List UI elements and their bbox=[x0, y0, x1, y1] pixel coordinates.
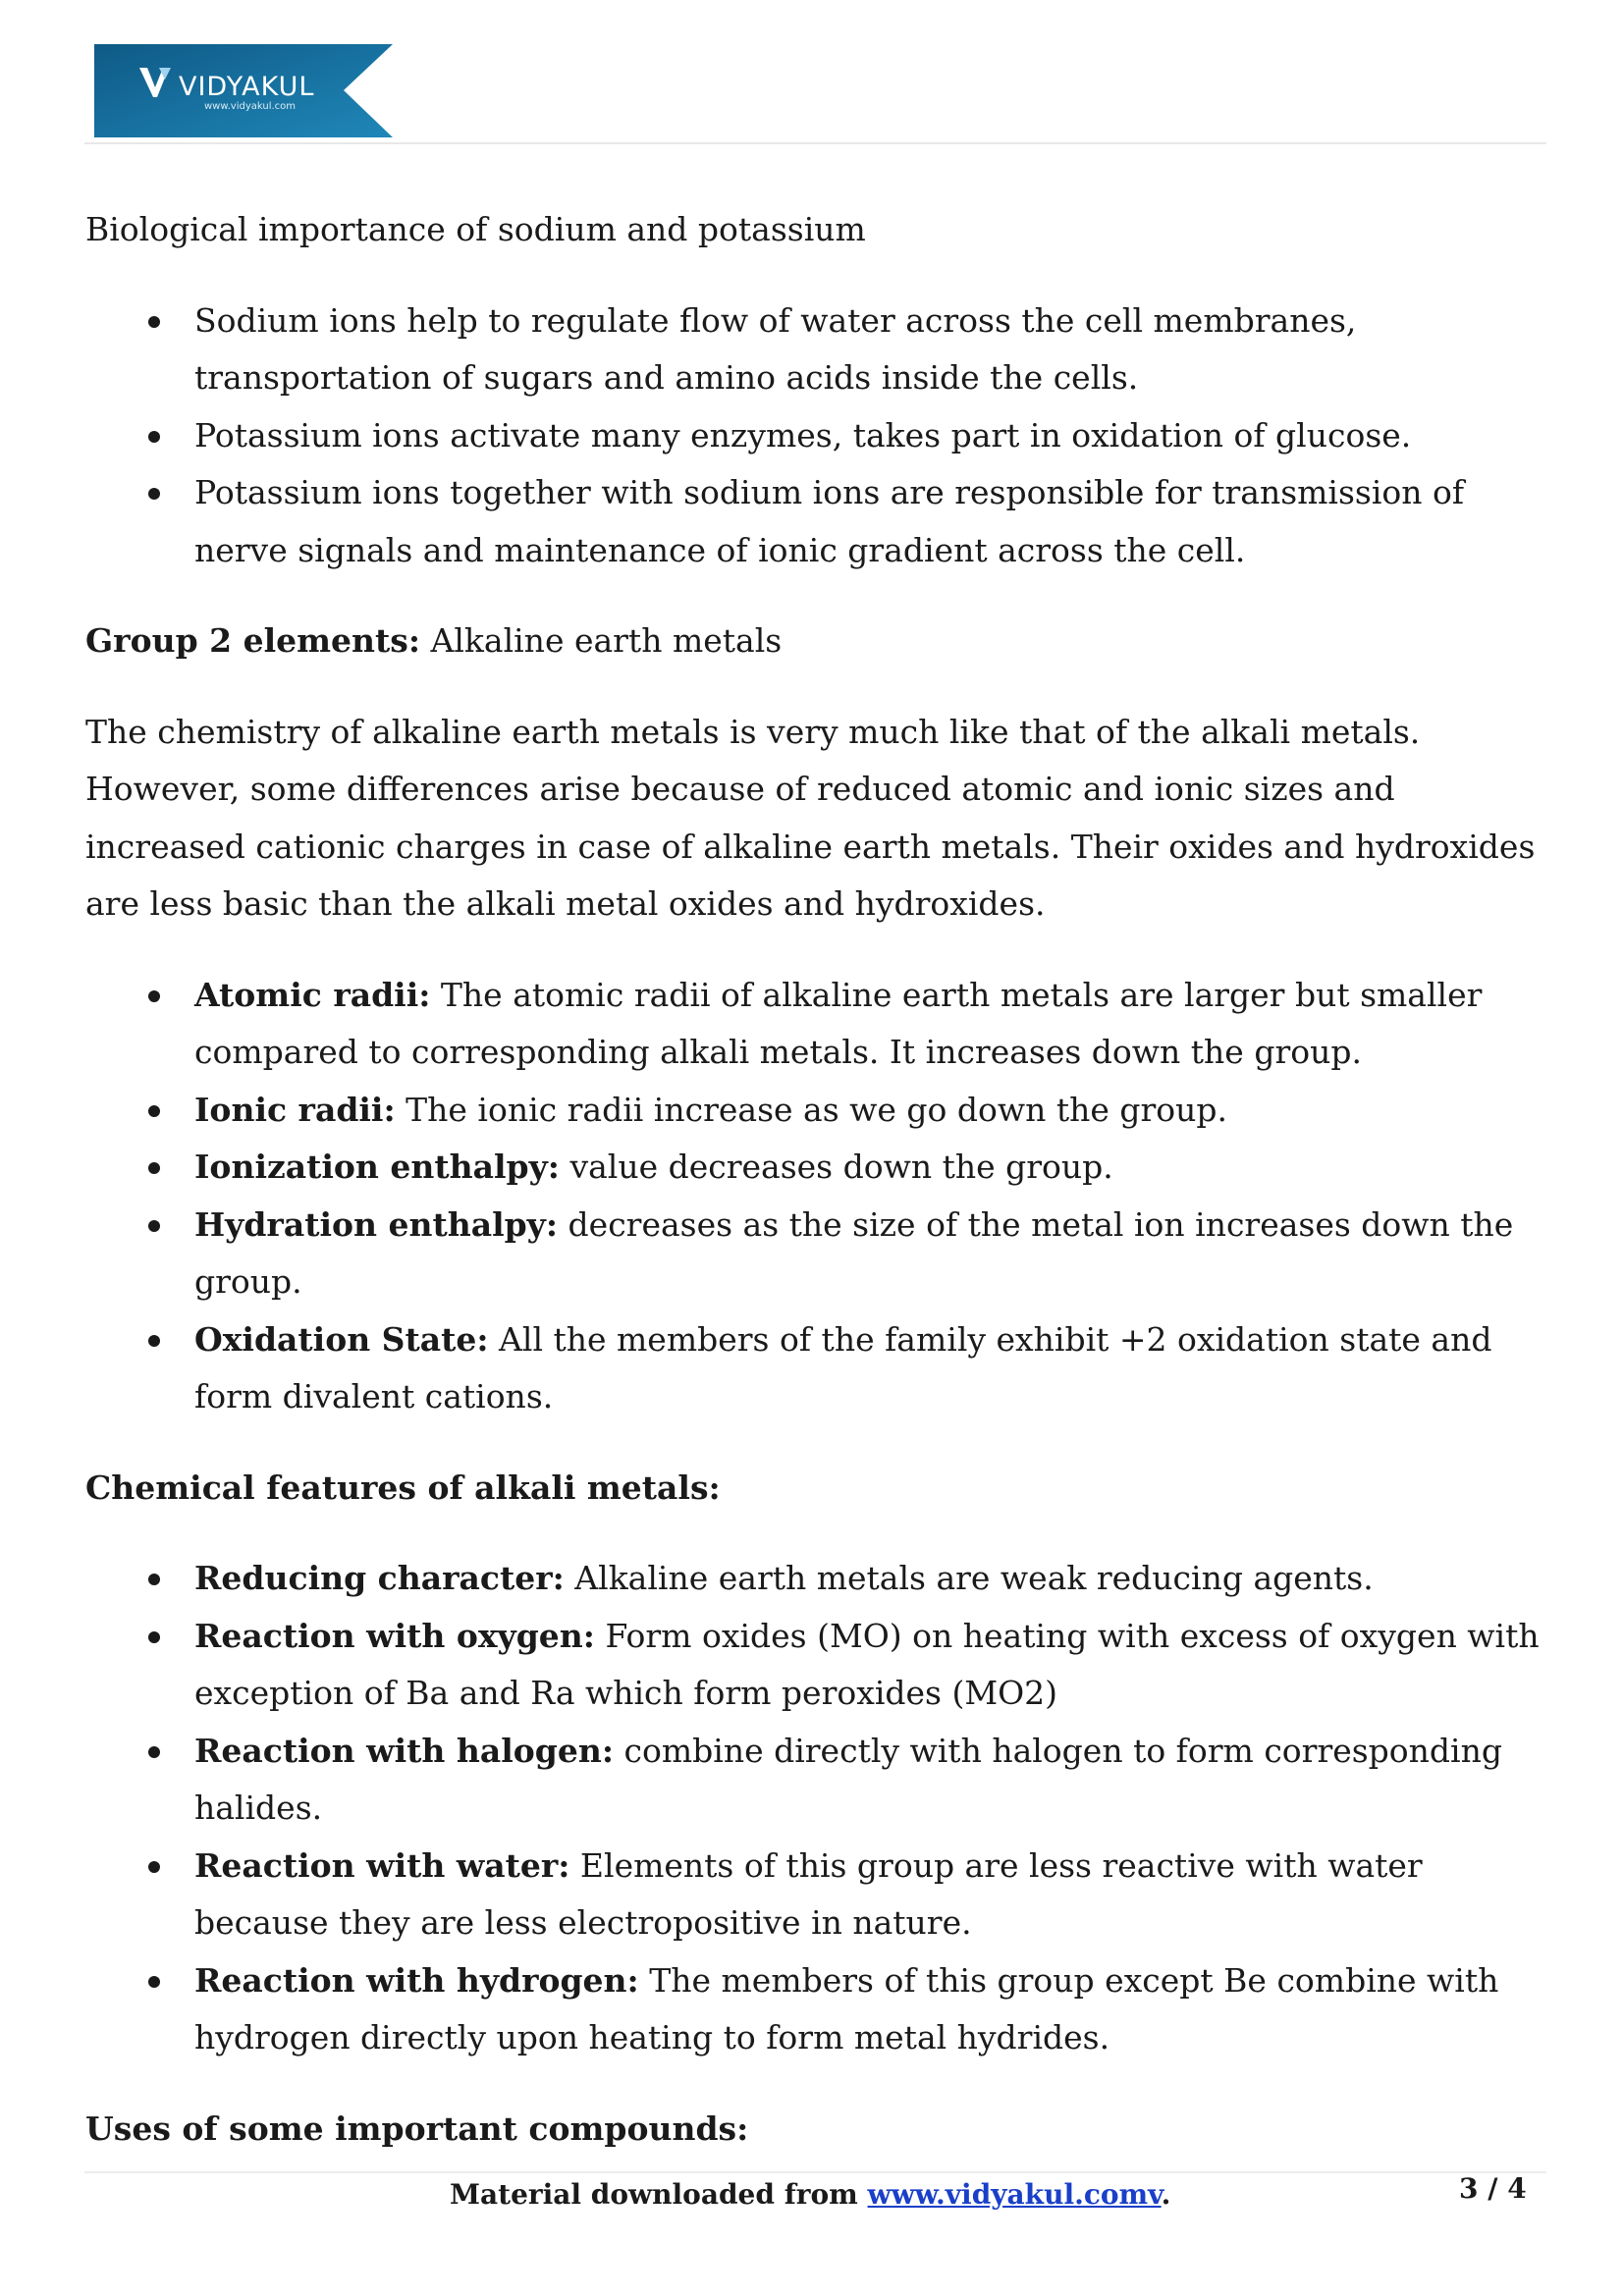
list-item-text: The atomic radii of alkaline earth metals are larger but smaller compared to corresponding alkali metals. It increases down the group. bbox=[194, 975, 1483, 1071]
section-heading-chemical bbox=[85, 1460, 1548, 1518]
section-heading-group2 bbox=[85, 613, 1548, 670]
list-item bbox=[85, 1838, 1548, 1952]
list-item-term: Ionization enthalpy: bbox=[194, 1148, 560, 1186]
list-item-term: Reaction with oxygen: bbox=[194, 1616, 595, 1655]
list-chemical-features bbox=[85, 1550, 1548, 2067]
list-item: Potassium ions activate many enzymes, takes part in oxidation of glucose. bbox=[85, 407, 1548, 465]
list-item-term: Reaction with water: bbox=[194, 1845, 570, 1885]
section-heading-biological: Biological importance of sodium and potassium bbox=[85, 210, 866, 248]
section-heading-uses bbox=[85, 2101, 1548, 2159]
list-item bbox=[85, 1197, 1548, 1311]
list-item bbox=[85, 1311, 1548, 1426]
list-item-term: Reaction with halogen: bbox=[194, 1731, 615, 1770]
footer bbox=[0, 2172, 1623, 2231]
list-item-text: The ionic radii increase as we go down the group. bbox=[395, 1090, 1228, 1129]
list-item-term: Reducing character: bbox=[194, 1559, 565, 1597]
list-item-text: All the members of the family exhibit +2 oxidation state and form divalent cations. bbox=[194, 1319, 1492, 1415]
list-item-term: Hydration enthalpy: bbox=[194, 1204, 559, 1244]
footer-prefix: Material downloaded from bbox=[450, 2178, 868, 2211]
list-item bbox=[85, 967, 1548, 1082]
list-item bbox=[85, 1082, 1548, 1140]
header-divider bbox=[84, 142, 1546, 144]
logo-text: VIDYAKUL bbox=[179, 72, 315, 102]
list-biological bbox=[85, 293, 1548, 580]
list-item-text: Elements of this group are less reactive with water because they are less electropositive in nature. bbox=[194, 1845, 1423, 1942]
list-item bbox=[85, 1608, 1548, 1723]
footer-suffix: . bbox=[1161, 2178, 1171, 2211]
logo-subtext: www.vidyakul.com bbox=[204, 101, 297, 112]
list-item-text: The members of this group except Be combine with hydrogen directly upon heating to form metal hydrides. bbox=[194, 1960, 1499, 2056]
heading-rest: Alkaline earth metals bbox=[420, 621, 783, 660]
page-content bbox=[85, 201, 1548, 2158]
paragraph-group2: The chemistry of alkaline earth metals is very much like that of the alkali metals. However, some differences arise because of reduced atomic and ionic sizes and increased cationic charges in case of alkaline earth metals. Their oxides and hydroxides are less basic than the alkali metal oxides and hydroxides. bbox=[85, 712, 1536, 923]
heading-bold: Chemical features of alkali metals: bbox=[85, 1468, 721, 1507]
header-logo bbox=[94, 44, 393, 137]
list-item bbox=[85, 1550, 1548, 1608]
list-item-text: decreases as the size of the metal ion increases down the group. bbox=[194, 1204, 1514, 1301]
list-item-text: Form oxides (MO) on heating with excess of oxygen with exception of Ba and Ra which form peroxides (MO2) bbox=[194, 1616, 1540, 1712]
list-item-text: Alkaline earth metals are weak reducing agents. bbox=[564, 1559, 1374, 1597]
heading-bold: Uses of some important compounds: bbox=[85, 2109, 749, 2148]
list-item bbox=[85, 1952, 1548, 2067]
list-group2-properties bbox=[85, 967, 1548, 1426]
page-number: 3 / 4 bbox=[1459, 2172, 1527, 2205]
list-item-term: Reaction with hydrogen: bbox=[194, 1960, 639, 2000]
footer-link[interactable]: www.vidyakul.comv bbox=[867, 2178, 1162, 2211]
list-item-text: combine directly with halogen to form corresponding halides. bbox=[194, 1731, 1502, 1827]
list-item: Potassium ions together with sodium ions are responsible for transmission of nerve signals and maintenance of ionic gradient across the cell. bbox=[85, 464, 1548, 579]
list-item-text: value decreases down the group. bbox=[559, 1148, 1113, 1186]
list-item-term: Ionic radii: bbox=[194, 1090, 396, 1129]
list-item bbox=[85, 1723, 1548, 1838]
list-item bbox=[85, 1139, 1548, 1197]
footer-text bbox=[450, 2178, 1170, 2211]
list-item-term: Oxidation State: bbox=[194, 1319, 489, 1359]
heading-bold: Group 2 elements: bbox=[85, 621, 421, 660]
list-item: Sodium ions help to regulate flow of water across the cell membranes, transportation of sugars and amino acids inside the cells. bbox=[85, 293, 1548, 407]
list-item-term: Atomic radii: bbox=[194, 975, 431, 1014]
